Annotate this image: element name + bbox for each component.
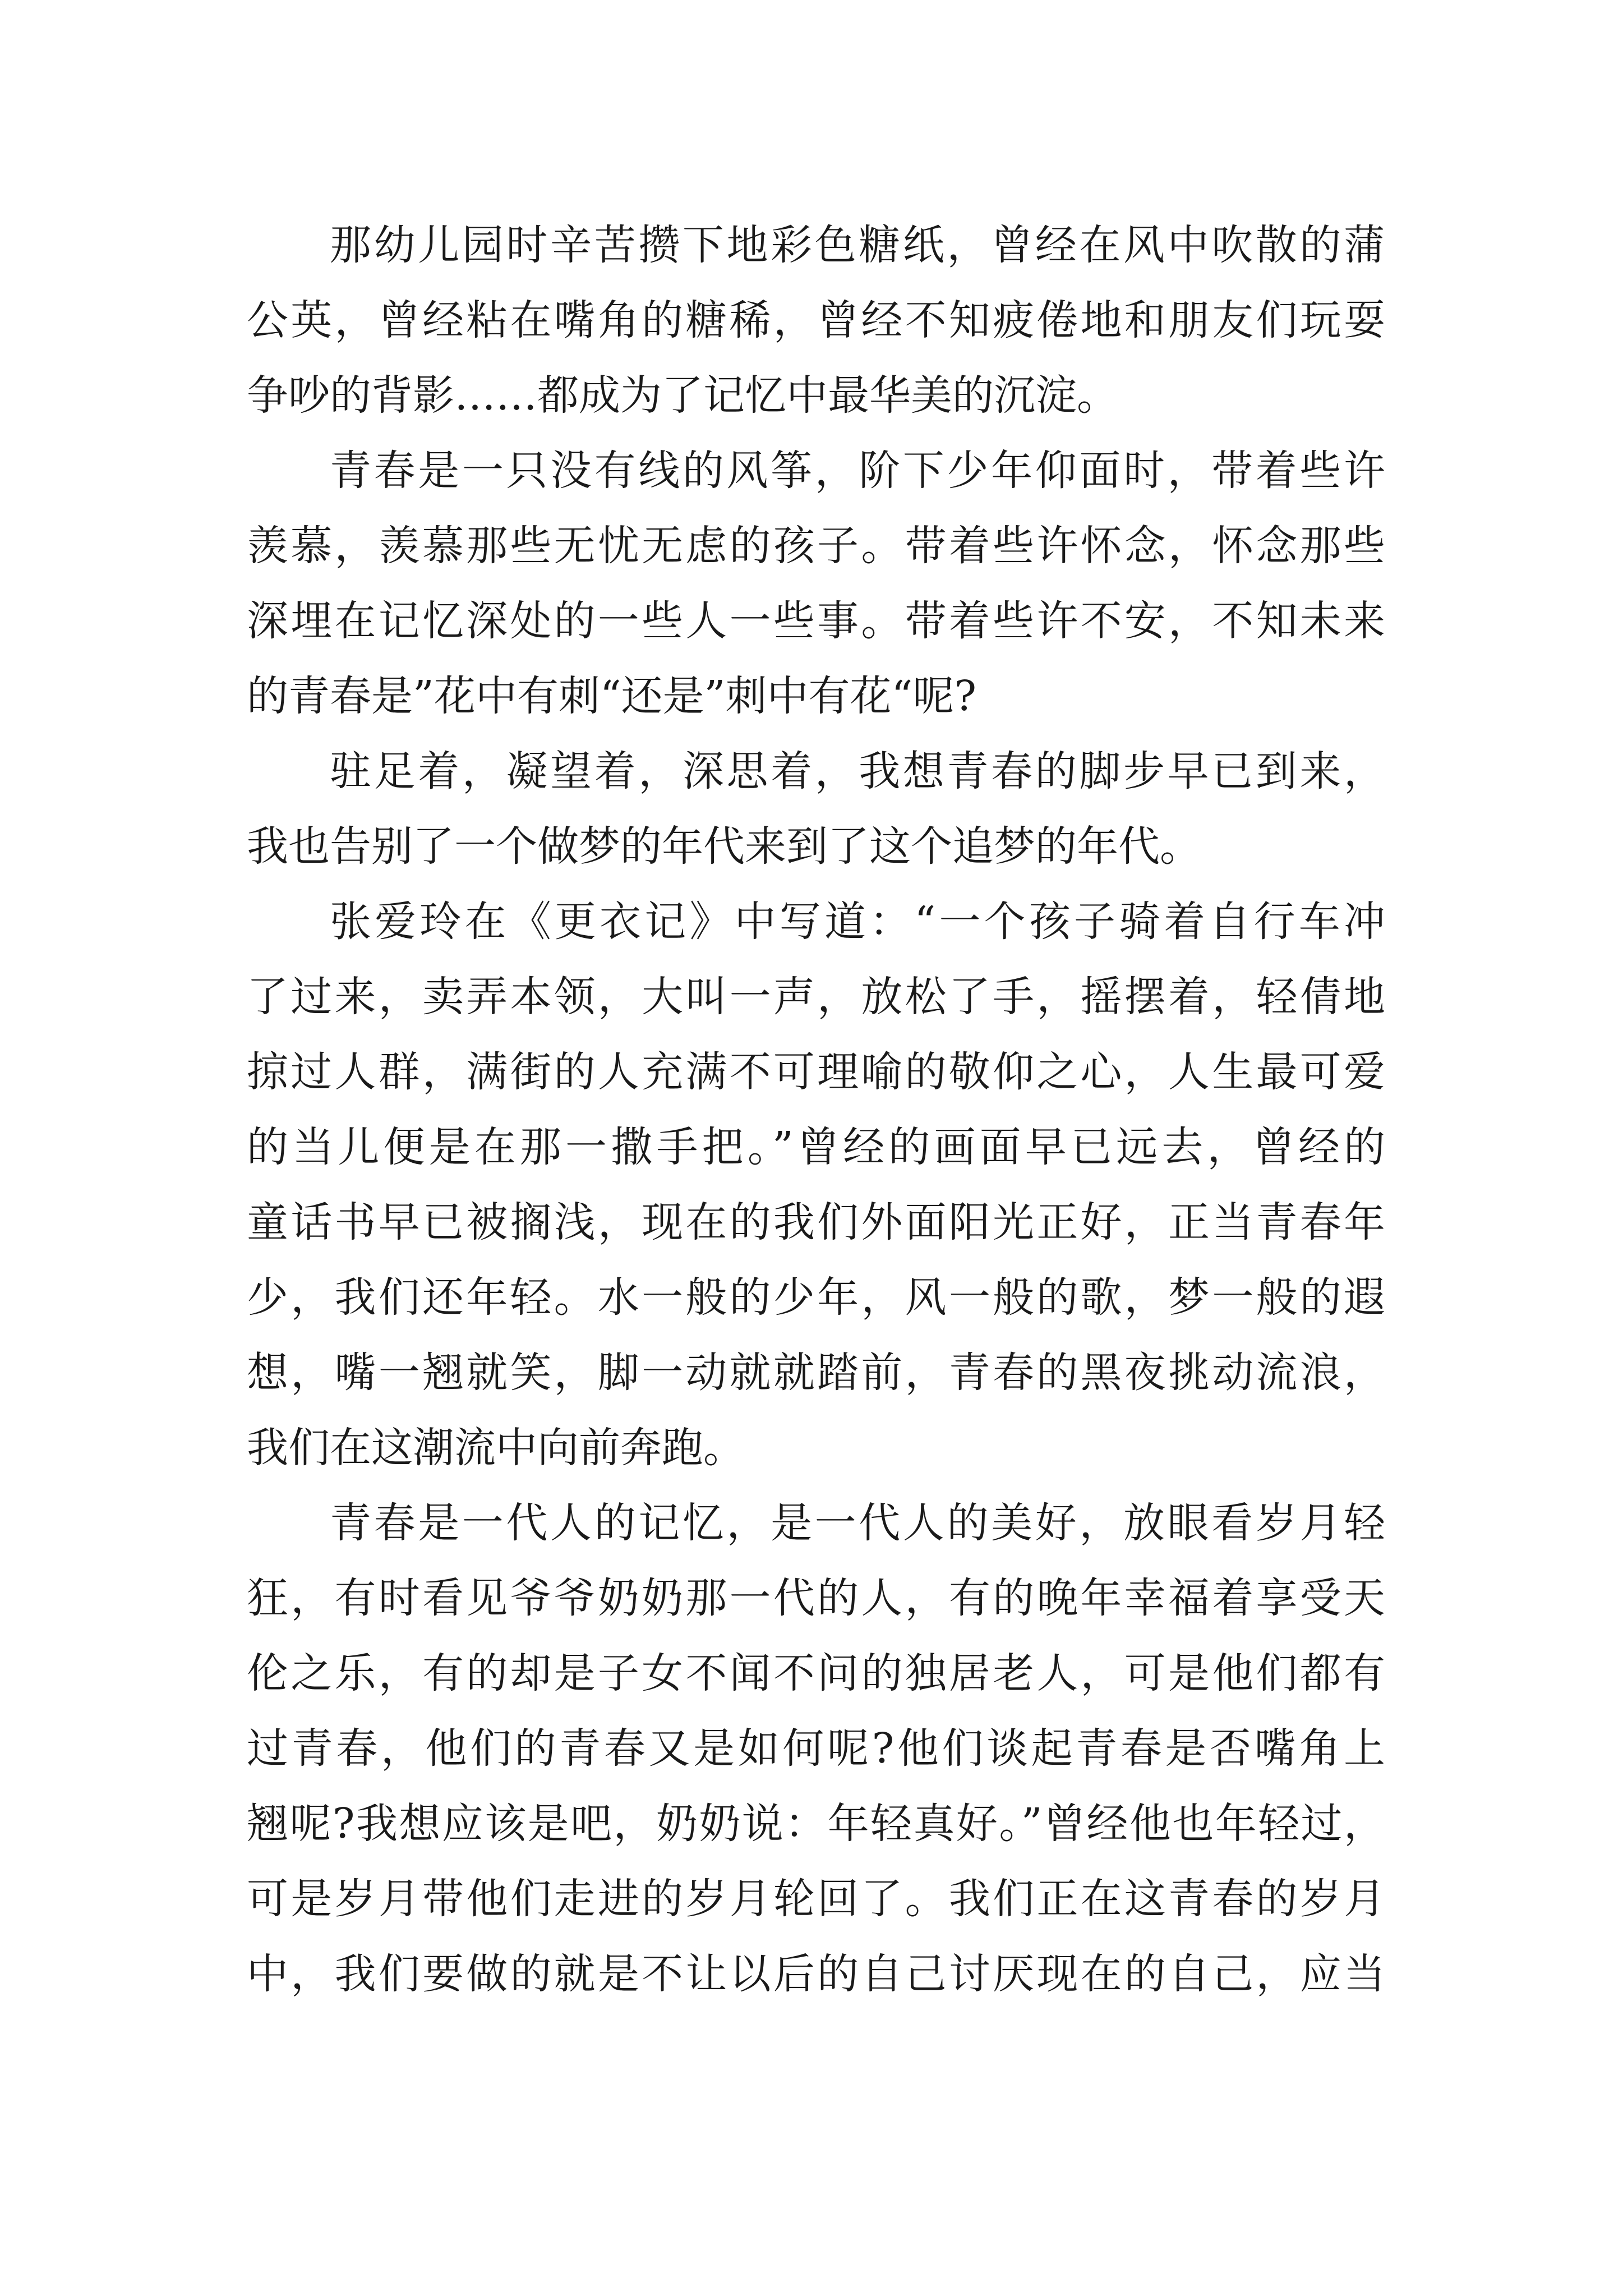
paragraph-line: 掠过人群，满街的人充满不可理喻的敬仰之心，人生最可爱	[247, 1048, 1385, 1096]
paragraph-line: 的当儿便是在那一撒手把。”曾经的画面早已远去，曾经的	[247, 1123, 1385, 1171]
paragraph-3	[247, 734, 1385, 884]
paragraph-line: 驻足着，凝望着，深思着，我想青春的脚步早已到来，	[330, 747, 1385, 795]
paragraph-line: 中，我们要做的就是不让以后的自己讨厌现在的自己，应当	[247, 1950, 1385, 1998]
paragraph-line: 了过来，卖弄本领，大叫一声，放松了手，摇摆着，轻倩地	[247, 973, 1385, 1021]
paragraph-line: 童话书早已被搁浅，现在的我们外面阳光正好，正当青春年	[247, 1198, 1385, 1246]
paragraph-4	[247, 884, 1385, 1485]
paragraph-line: 想，嘴一翘就笑，脚一动就就踏前，青春的黑夜挑动流浪，	[247, 1349, 1385, 1397]
paragraph-line: 争吵的背影……都成为了记忆中最华美的沉淀。	[247, 371, 1118, 420]
paragraph-line: 青春是一只没有线的风筝，阶下少年仰面时，带着些许	[330, 447, 1385, 495]
paragraph-line: 我们在这潮流中向前奔跑。	[247, 1424, 745, 1472]
paragraph-line: 我也告别了一个做梦的年代来到了这个追梦的年代。	[247, 822, 1201, 871]
paragraph-line: 的青春是”花中有刺“还是”刺中有花“呢?	[247, 672, 976, 720]
paragraph-line: 伦之乐，有的却是子女不闻不问的独居老人，可是他们都有	[247, 1649, 1385, 1697]
paragraph-line: 翘呢?我想应该是吧，奶奶说：年轻真好。”曾经他也年轻过，	[247, 1800, 1385, 1848]
paragraph-line: 青春是一代人的记忆，是一代人的美好，放眼看岁月轻	[330, 1499, 1385, 1547]
document-body	[247, 208, 1385, 2012]
paragraph-2	[247, 433, 1385, 734]
paragraph-line: 过青春，他们的青春又是如何呢?他们谈起青春是否嘴角上	[247, 1724, 1385, 1773]
paragraph-line: 羡慕，羡慕那些无忧无虑的孩子。带着些许怀念，怀念那些	[247, 522, 1385, 570]
paragraph-line: 少，我们还年轻。水一般的少年，风一般的歌，梦一般的遐	[247, 1273, 1385, 1322]
paragraph-line: 深埋在记忆深处的一些人一些事。带着些许不安，不知未来	[247, 597, 1385, 645]
paragraph-1	[247, 208, 1385, 433]
paragraph-5	[247, 1485, 1385, 2012]
paragraph-line: 那幼儿园时辛苦攒下地彩色糖纸，曾经在风中吹散的蒲	[330, 221, 1385, 269]
paragraph-line: 公英，曾经粘在嘴角的糖稀，曾经不知疲倦地和朋友们玩耍	[247, 296, 1385, 344]
paragraph-line: 可是岁月带他们走进的岁月轮回了。我们正在这青春的岁月	[247, 1875, 1385, 1923]
paragraph-line: 张爱玲在《更衣记》中写道：“一个孩子骑着自行车冲	[330, 898, 1385, 946]
paragraph-line: 狂，有时看见爷爷奶奶那一代的人，有的晚年幸福着享受天	[247, 1574, 1385, 1622]
